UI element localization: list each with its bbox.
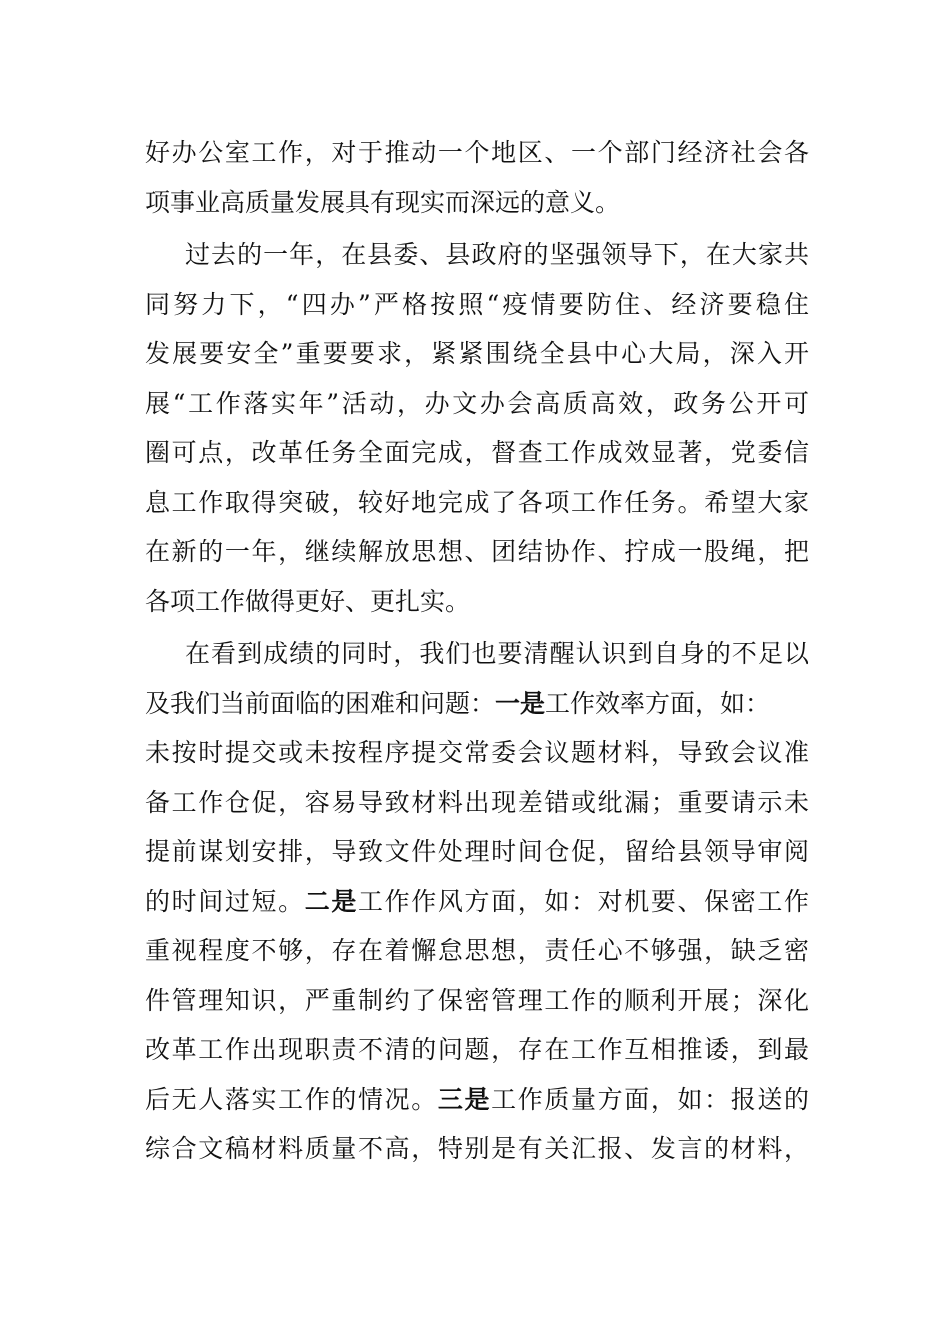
text-line: 息工作取得突破，较好地完成了各项工作任务。希望大家: [145, 487, 809, 517]
text-line: 发展要安全”重要要求，紧紧围绕全县中心大局，深入开: [145, 339, 809, 368]
text-line: 在看到成绩的同时，我们也要清醒认识到自身的不足以: [185, 639, 809, 668]
text-line: 备工作仓促，容易导致材料出现差错或纰漏；重要请示未: [145, 787, 809, 817]
text-run: 工作作风方面，如：对机要、保密工作: [358, 886, 809, 916]
text-run: 工作效率方面，如：: [545, 688, 771, 718]
paragraph-1: [145, 128, 809, 227]
text-line: 重视程度不够，存在着懈怠思想，责任心不够强，缺乏密: [145, 936, 809, 965]
text-run: 的时间过短。: [145, 886, 305, 916]
text-line: 过去的一年，在县委、县政府的坚强领导下，在大家共: [185, 240, 809, 269]
text-run: 工作质量方面，如：报送的: [491, 1084, 809, 1114]
text-run: 后无人落实工作的情况。: [145, 1084, 438, 1114]
text-line: [145, 1075, 809, 1125]
text-line: 展“工作落实年”活动，办文办会高质高效，政务公开可: [145, 388, 809, 418]
text-line: 好办公室工作，对于推动一个地区、一个部门经济社会各: [145, 138, 809, 167]
text-line: 件管理知识，严重制约了保密管理工作的顺利开展；深化: [145, 985, 809, 1015]
text-run: 及我们当前面临的困难和问题：: [145, 688, 496, 718]
text-line: 未按时提交或未按程序提交常委会议题材料，导致会议准: [145, 738, 809, 767]
paragraph-2: [145, 230, 809, 626]
point-marker-1: 一是: [495, 688, 546, 718]
text-line: 各项工作做得更好、更扎实。: [145, 586, 471, 616]
paragraph-3: [145, 629, 809, 1174]
text-line: 同努力下，“四办”严格按照“疫情要防住、经济要稳住: [145, 289, 809, 319]
point-marker-3: 三是: [437, 1084, 492, 1114]
text-line: [145, 877, 809, 927]
text-line: 综合文稿材料质量不高，特别是有关汇报、发言的材料，: [145, 1134, 809, 1163]
text-line: 圈可点，改革任务全面完成，督查工作成效显著，党委信: [145, 438, 809, 467]
text-line: 改革工作出现职责不清的问题，存在工作互相推诿，到最: [145, 1035, 809, 1064]
text-line: [145, 679, 809, 729]
text-line: 项事业高质量发展具有现实而深远的意义。: [145, 187, 621, 217]
document-page: [145, 128, 809, 1174]
text-line: 提前谋划安排，导致文件处理时间仓促，留给县领导审阅: [145, 837, 809, 866]
point-marker-2: 二是: [304, 886, 358, 916]
text-line: 在新的一年，继续解放思想、团结协作、拧成一股绳，把: [145, 537, 809, 566]
